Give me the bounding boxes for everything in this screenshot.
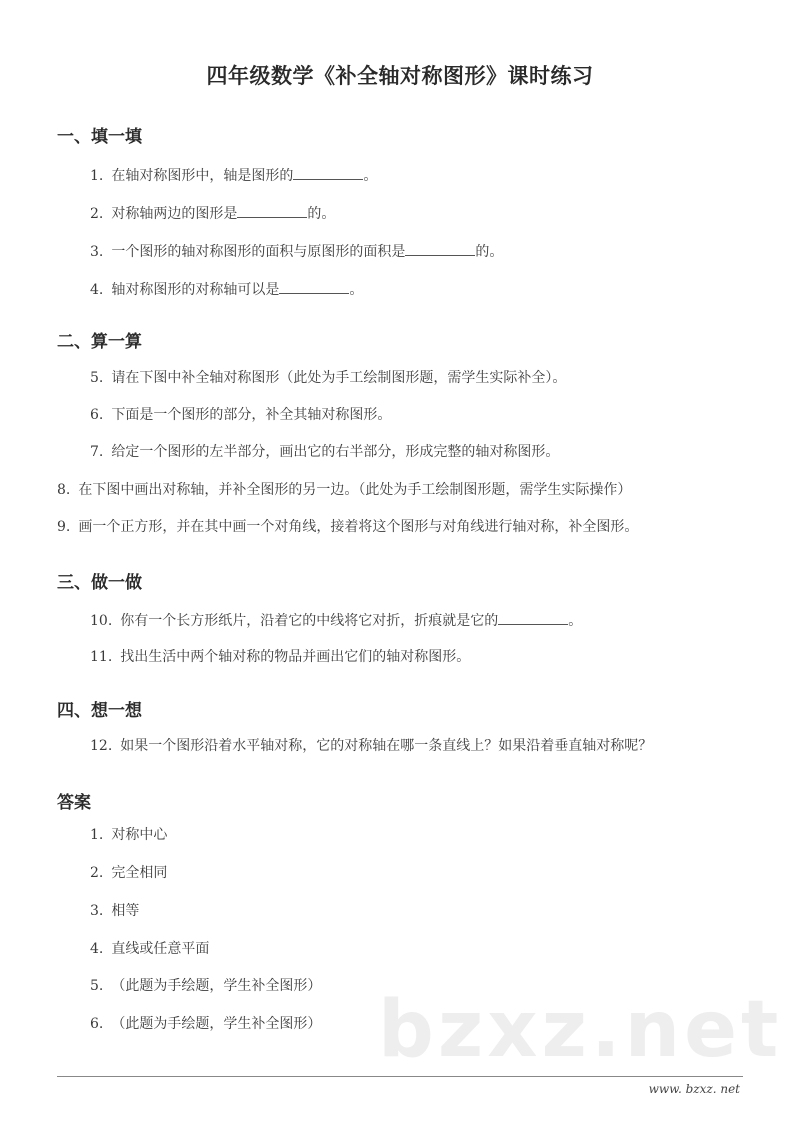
- answer-blank[interactable]: [405, 241, 475, 256]
- answer-3: [90, 902, 139, 920]
- question-text: 如果一个图形沿着水平轴对称，它的对称轴在哪一条直线上？如果沿着垂直轴对称呢？: [120, 738, 653, 754]
- question-number: 3.: [90, 244, 104, 260]
- answer-text: 直线或任意平面: [111, 941, 210, 957]
- answer-blank[interactable]: [279, 279, 349, 294]
- answer-text: （此题为手绘题，学生补全图形）: [111, 978, 322, 994]
- footer-url: www. bzxz. net: [648, 1082, 740, 1096]
- question-7: [90, 443, 559, 461]
- question-6: [90, 406, 391, 424]
- answer-5: [90, 977, 321, 995]
- section-heading-fill-in: 一、填一填: [57, 127, 142, 147]
- page-title: 四年级数学《补全轴对称图形》课时练习: [206, 64, 594, 88]
- question-number: 8.: [57, 482, 71, 498]
- answer-number: 6.: [90, 1016, 104, 1032]
- answer-2: [90, 864, 167, 882]
- answers-heading: 答案: [57, 793, 91, 813]
- question-5: [90, 369, 566, 387]
- question-number: 2.: [90, 206, 104, 222]
- question-number: 9.: [57, 519, 71, 535]
- question-text-end: 的。: [475, 244, 504, 260]
- question-number: 6.: [90, 407, 104, 423]
- question-text-end: 。: [568, 613, 583, 629]
- section-heading-think: 四、想一想: [57, 701, 142, 721]
- answer-number: 3.: [90, 903, 104, 919]
- question-text: 在下图中画出对称轴，并补全图形的另一边。（此处为手工绘制图形题，需学生实际操作）: [78, 482, 632, 498]
- question-text-end: 的。: [307, 206, 336, 222]
- answer-number: 2.: [90, 865, 104, 881]
- question-text: 给定一个图形的左半部分，画出它的右半部分，形成完整的轴对称图形。: [111, 444, 560, 460]
- question-text: 画一个正方形，并在其中画一个对角线，接着将这个图形与对角线进行轴对称，补全图形。: [78, 519, 639, 535]
- question-text: 找出生活中两个轴对称的物品并画出它们的轴对称图形。: [120, 649, 471, 665]
- answer-text: 完全相同: [111, 865, 168, 881]
- section-heading-calculate: 二、算一算: [57, 332, 142, 352]
- question-number: 11.: [90, 649, 113, 665]
- question-4: [90, 279, 363, 299]
- answer-text: 对称中心: [111, 827, 168, 843]
- question-number: 1.: [90, 168, 104, 184]
- answer-number: 5.: [90, 978, 104, 994]
- question-text: 你有一个长方形纸片，沿着它的中线将它对折，折痕就是它的: [120, 613, 499, 629]
- question-10: [90, 610, 582, 630]
- question-text: 一个图形的轴对称图形的面积与原图形的面积是: [111, 244, 406, 260]
- question-number: 12.: [90, 738, 113, 754]
- question-number: 7.: [90, 444, 104, 460]
- answer-number: 4.: [90, 941, 104, 957]
- question-text: 下面是一个图形的部分，补全其轴对称图形。: [111, 407, 392, 423]
- question-12: [90, 737, 652, 755]
- question-text: 在轴对称图形中，轴是图形的: [111, 168, 294, 184]
- answer-text: 相等: [111, 903, 140, 919]
- question-1: [90, 165, 377, 185]
- answer-6: [90, 1015, 321, 1033]
- question-number: 5.: [90, 370, 104, 386]
- answer-blank[interactable]: [237, 203, 307, 218]
- answer-blank[interactable]: [293, 165, 363, 180]
- answer-text: （此题为手绘题，学生补全图形）: [111, 1016, 322, 1032]
- question-3: [90, 241, 503, 261]
- section-heading-do: 三、做一做: [57, 573, 142, 593]
- answer-4: [90, 940, 209, 958]
- question-text-end: 。: [349, 282, 364, 298]
- footer-divider: [57, 1076, 743, 1077]
- question-9: [57, 518, 638, 536]
- question-8: [57, 481, 631, 499]
- answer-1: [90, 826, 167, 844]
- answer-number: 1.: [90, 827, 104, 843]
- question-text: 对称轴两边的图形是: [111, 206, 238, 222]
- question-2: [90, 203, 335, 223]
- question-text-end: 。: [363, 168, 378, 184]
- watermark: bzxz.net: [378, 985, 783, 1075]
- question-number: 10.: [90, 613, 113, 629]
- answer-blank[interactable]: [498, 610, 568, 625]
- question-text: 轴对称图形的对称轴可以是: [111, 282, 280, 298]
- question-number: 4.: [90, 282, 104, 298]
- question-text: 请在下图中补全轴对称图形（此处为手工绘制图形题，需学生实际补全）。: [111, 370, 567, 386]
- question-11: [90, 648, 470, 666]
